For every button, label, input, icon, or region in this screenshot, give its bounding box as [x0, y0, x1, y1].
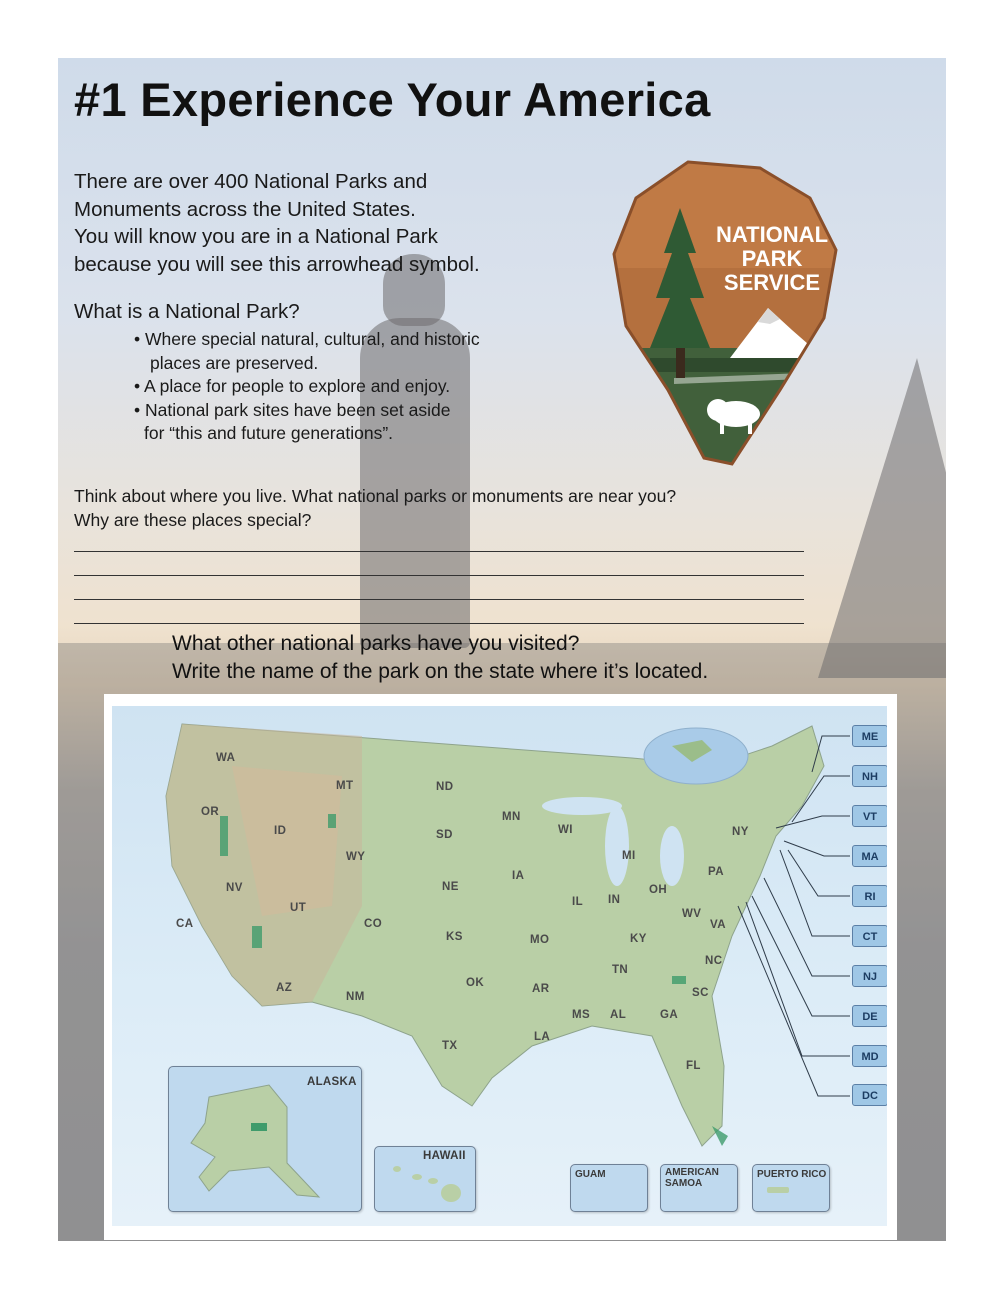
question-heading: What is a National Park?	[74, 300, 300, 323]
state-label: TX	[442, 1040, 458, 1052]
state-label: OH	[649, 884, 668, 896]
reflection-prompt	[74, 484, 676, 532]
state-label: MT	[336, 780, 354, 792]
state-label: WV	[682, 908, 702, 920]
state-label: ND	[436, 781, 454, 793]
intro-line: Monuments across the United States.	[74, 197, 416, 221]
state-callout-box[interactable]: DE	[852, 1005, 887, 1027]
state-callout-box[interactable]: CT	[852, 925, 887, 947]
map-instructions	[172, 630, 708, 686]
american-samoa-inset[interactable]	[660, 1164, 738, 1212]
state-label: NY	[732, 826, 749, 838]
state-label: MN	[502, 811, 521, 823]
state-label: CA	[176, 918, 194, 930]
state-callout-box[interactable]: MA	[852, 845, 887, 867]
state-label: UT	[290, 902, 307, 914]
state-label: VA	[710, 919, 726, 931]
page-title: #1 Experience Your America	[74, 73, 711, 126]
state-label: ID	[274, 825, 287, 837]
map-frame	[104, 694, 897, 1240]
state-label: IA	[512, 870, 525, 882]
state-label: AZ	[276, 982, 293, 994]
state-label: TN	[612, 964, 629, 976]
intro-line: There are over 400 National Parks and	[74, 170, 428, 193]
state-label: WI	[558, 824, 573, 836]
intro-line: You will know you are in a National Park	[74, 225, 438, 248]
state-callout-box[interactable]: RI	[852, 885, 887, 907]
list-item	[134, 399, 480, 446]
logo-text-service: SERVICE	[723, 270, 821, 295]
state-label: MI	[622, 850, 636, 862]
state-label: MS	[572, 1009, 591, 1021]
state-label: NM	[346, 991, 365, 1003]
state-label: MO	[530, 934, 550, 946]
list-item	[134, 375, 480, 399]
prompt-line: Think about where you live. What national parks or monuments are near you?	[74, 486, 677, 506]
instruction-line: Write the name of the park on the state where it’s located.	[172, 660, 709, 683]
prompt-line: Why are these places special?	[74, 510, 312, 530]
state-callout-box[interactable]: MD	[852, 1045, 887, 1067]
state-label: PA	[708, 866, 724, 878]
state-label: SD	[436, 829, 453, 841]
inset-label-hawaii: HAWAII	[423, 1150, 466, 1162]
state-callout-box[interactable]: ME	[852, 725, 887, 747]
state-label: CO	[364, 918, 383, 930]
writing-line[interactable]	[74, 551, 804, 552]
list-item-text: • National park sites have been set aside	[134, 399, 451, 420]
inset-label-puerto-rico: PUERTO RICO	[757, 1169, 827, 1180]
inset-label-samoa-line: AMERICAN	[665, 1167, 719, 1178]
state-callout-box[interactable]: DC	[852, 1084, 887, 1106]
state-label: OK	[466, 977, 485, 989]
state-label: KS	[446, 931, 463, 943]
writing-line[interactable]	[74, 599, 804, 600]
alaska-inset[interactable]	[168, 1066, 362, 1212]
logo-text-national: NATIONAL	[715, 222, 829, 247]
us-map[interactable]	[112, 706, 887, 1226]
guam-inset[interactable]	[570, 1164, 648, 1212]
list-item-text: • Where special natural, cultural, and historic	[134, 329, 480, 349]
state-label: SC	[692, 987, 709, 999]
state-callout-box[interactable]: NH	[852, 765, 887, 787]
logo-text-park: PARK	[741, 246, 803, 271]
list-item	[134, 328, 480, 375]
state-label: WY	[346, 851, 366, 863]
nps-arrowhead-logo	[610, 158, 842, 470]
list-item-text: • A place for people to explore and enjoy.	[134, 376, 451, 396]
state-label: KY	[630, 933, 647, 945]
intro-line: because you will see this arrowhead symbol.	[74, 252, 480, 276]
inset-label-samoa	[665, 1167, 719, 1189]
instruction-line: What other national parks have you visited?	[172, 632, 580, 655]
writing-line[interactable]	[74, 623, 804, 624]
state-label: IN	[608, 894, 621, 906]
state-label: AL	[610, 1009, 627, 1021]
inset-label-samoa-line: SAMOA	[665, 1178, 703, 1189]
definition-list	[134, 328, 480, 446]
inset-label-guam: GUAM	[575, 1169, 606, 1180]
state-label: NV	[226, 882, 243, 894]
list-item-continuation: for “this and future generations”.	[144, 423, 394, 443]
inset-label-alaska: ALASKA	[307, 1076, 357, 1088]
puerto-rico-inset[interactable]	[752, 1164, 830, 1212]
hawaii-inset[interactable]	[374, 1146, 476, 1212]
state-label: FL	[686, 1060, 701, 1072]
state-label: NC	[705, 955, 723, 967]
state-callout-box[interactable]: NJ	[852, 965, 887, 987]
state-label: LA	[534, 1031, 551, 1043]
writing-line[interactable]	[74, 575, 804, 576]
state-label: NE	[442, 881, 459, 893]
intro-paragraph	[74, 168, 480, 278]
alaska-shape	[169, 1067, 361, 1211]
state-label: WA	[216, 752, 236, 764]
state-callout-box[interactable]: VT	[852, 805, 887, 827]
state-label: IL	[572, 896, 584, 908]
state-label: GA	[660, 1009, 679, 1021]
state-label: AR	[532, 983, 550, 995]
state-label: OR	[201, 806, 220, 818]
list-item-continuation: places are preserved.	[150, 352, 319, 373]
